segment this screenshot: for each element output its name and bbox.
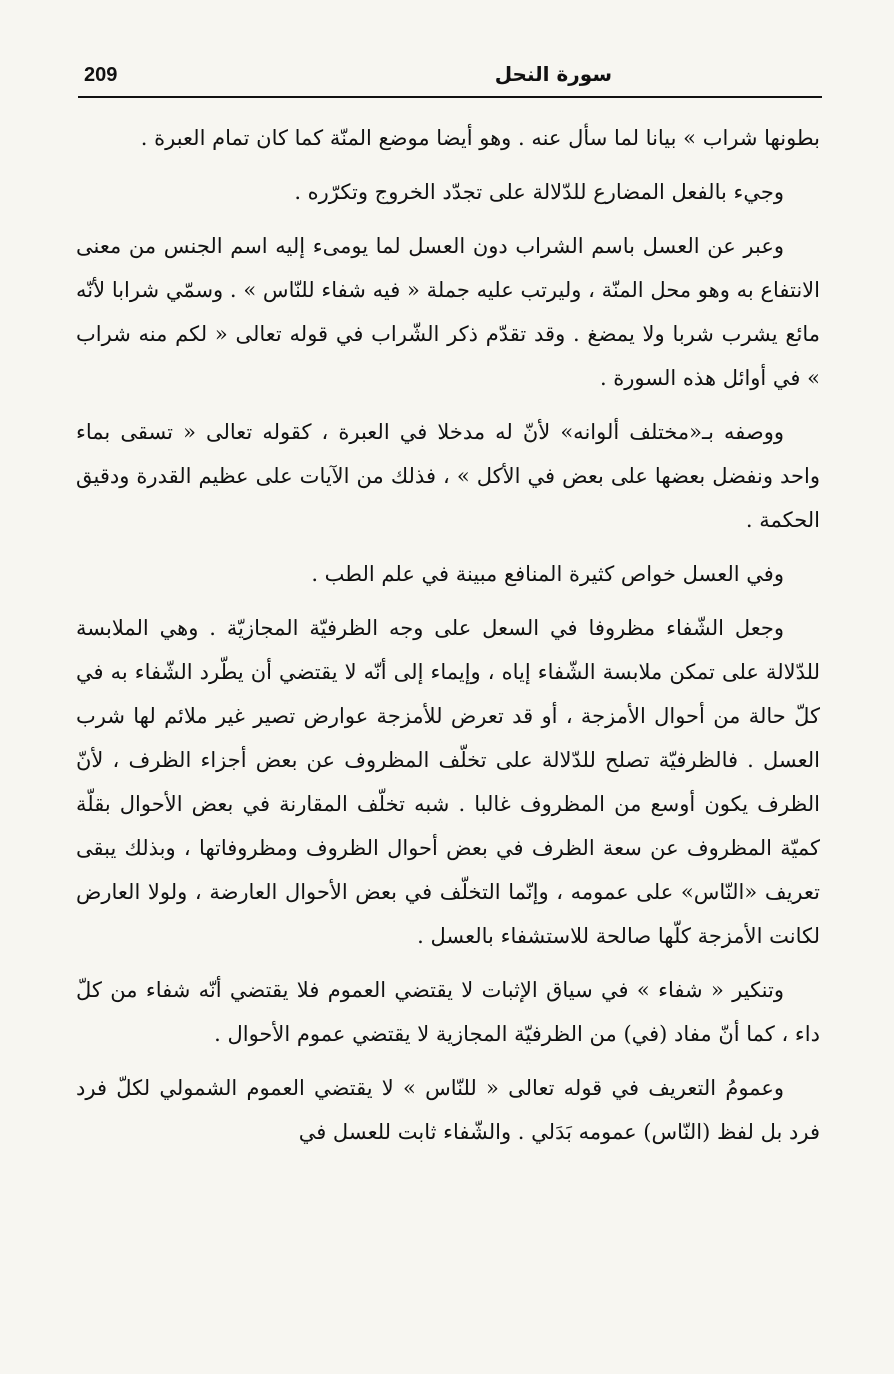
- paragraph: وتنكير « شفاء » في سياق الإثبات لا يقتضي العموم فلا يقتضي أنّه شفاء من كلّ داء ، كما أنّ مفاد (في) من الظرفيّة المجازية لا يقتضي عموم الأحوال .: [76, 978, 820, 1046]
- page-number: 209: [84, 64, 118, 86]
- page-body: [76, 116, 820, 1164]
- page-header: [78, 58, 822, 98]
- paragraph: ووصفه بـ«مختلف ألوانه» لأنّ له مدخلا في العبرة ، كقوله تعالى « تسقى بماء واحد ونفضل بعضها على بعض في الأكل » ، فذلك من الآيات على عظيم القدرة ودقيق الحكمة .: [76, 420, 820, 532]
- paragraph: وجيء بالفعل المضارع للدّلالة على تجدّد الخروج وتكرّره .: [294, 180, 784, 204]
- paragraph: وعبر عن العسل باسم الشراب دون العسل لما يومىء إليه اسم الجنس من معنى الانتفاع به وهو محل المنّة ، وليرتب عليه جملة « فيه شفاء للنّاس » . وسمّي شرابا لأنّه مائع يشرب شربا ولا يمضغ . وقد تقدّم ذكر الشّراب في قوله تعالى « لكم منه شراب » في أوائل هذه السورة .: [76, 234, 820, 390]
- paragraph: وفي العسل خواص كثيرة المنافع مبينة في علم الطب .: [311, 562, 784, 586]
- paragraph: وعمومُ التعريف في قوله تعالى « للنّاس » لا يقتضي العموم الشمولي لكلّ فرد فرد بل لفظ (النّاس) عمومه بَدَلي . والشّفاء ثابت للعسل في: [76, 1076, 820, 1144]
- running-title: سورة النحل: [494, 62, 612, 86]
- paragraph: وجعل الشّفاء مظروفا في السعل على وجه الظرفيّة المجازيّة . وهي الملابسة للدّلالة على تمكن ملابسة الشّفاء إياه ، وإيماء إلى أنّه لا يقتضي أن يطّرد الشّفاء به في كلّ حالة من أحوال الأمزجة ، أو قد تعرض للأمزجة عوارض تصير غير ملائم لها شرب العسل . فالظرفيّة تصلح للدّلالة على تخلّف المظروف عن بعض أجزاء الظرف ، لأنّ الظرف يكون أوسع من المظروف غالبا . شبه تخلّف المقارنة في بعض الأحوال بقلّة كميّة المظروف عن سعة الظرف في بعض أحوال الظروف ومظروفاتها ، وبذلك يبقى تعريف «النّاس» على عمومه ، وإنّما التخلّف في بعض الأحوال العارضة ، ولولا العارض لكانت الأمزجة كلّها صالحة للاستشفاء بالعسل .: [76, 616, 820, 948]
- paragraph: بطونها شراب » بيانا لما سأل عنه . وهو أيضا موضع المنّة كما كان تمام العبرة .: [140, 126, 820, 150]
